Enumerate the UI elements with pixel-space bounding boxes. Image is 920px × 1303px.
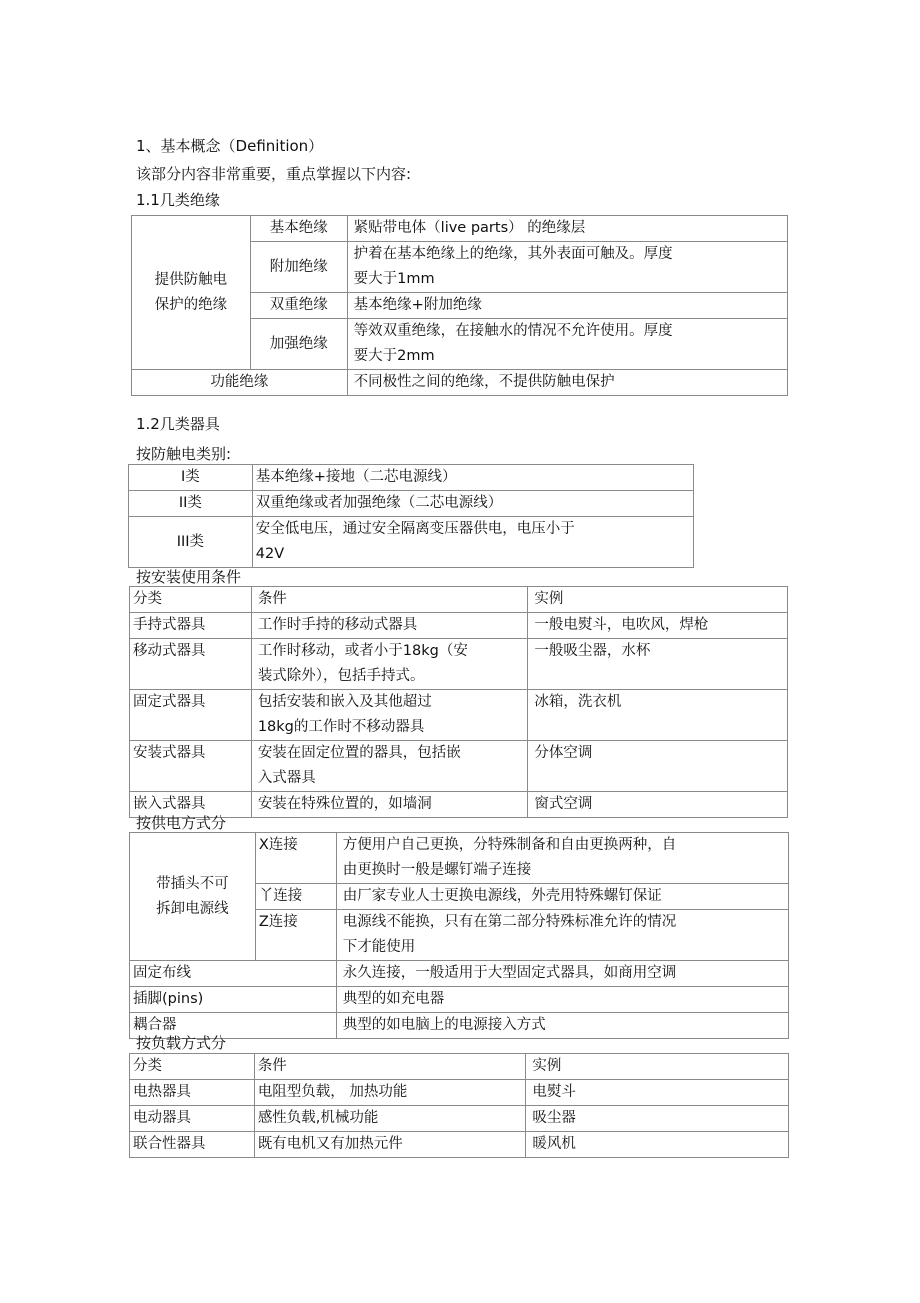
table-row	[130, 987, 789, 1013]
class-cell: II类	[129, 491, 253, 517]
category-cell: 安装式器具	[130, 741, 252, 792]
category-cell: 固定式器具	[130, 690, 252, 741]
table-row	[132, 370, 788, 396]
example-cell: 电熨斗	[526, 1080, 789, 1106]
column-header: 条件	[254, 1054, 526, 1080]
desc-line: 下才能使用	[342, 939, 416, 955]
table-row	[129, 491, 694, 517]
desc-line: 方便用户自己更换，分特殊制备和自由更换两种，自	[342, 837, 677, 853]
caption-by-install: 按安装使用条件	[136, 568, 242, 586]
table-header-row	[130, 587, 788, 613]
table-row	[130, 961, 789, 987]
supply-method-table	[129, 832, 789, 1039]
insulation-table	[131, 215, 788, 396]
column-header: 条件	[251, 587, 528, 613]
load-type-table	[129, 1053, 789, 1158]
condition-cell	[251, 690, 528, 741]
category-cell: 手持式器具	[130, 613, 252, 639]
class-desc-cell: 双重绝缘或者加强绝缘（二芯电源线）	[252, 491, 693, 517]
table-row	[130, 613, 788, 639]
desc-line: 包括安装和嵌入及其他超过	[257, 694, 432, 710]
example-cell: 分体空调	[528, 741, 788, 792]
desc-line: 安全低电压，通过安全隔离变压器供电，电压小于	[255, 521, 575, 537]
class-desc-cell	[252, 517, 693, 568]
condition-cell: 感性负载,机械功能	[254, 1106, 526, 1132]
desc-line: 要大于2mm	[353, 348, 435, 364]
connection-cell: X连接	[255, 833, 336, 884]
desc-line: 18kg的工作时不移动器具	[257, 719, 425, 735]
connection-cell: 丫连接	[255, 884, 336, 910]
caption-by-supply: 按供电方式分	[136, 814, 227, 832]
table-row	[130, 1080, 789, 1106]
condition-cell: 工作时手持的移动式器具	[251, 613, 528, 639]
desc-line: 装式除外），包括手持式。	[257, 668, 425, 684]
connection-desc-cell: 由厂家专业人士更换电源线，外壳用特殊螺钉保证	[336, 884, 788, 910]
desc-line: 等效双重绝缘，在接触水的情况不允许使用。厚度	[353, 323, 673, 339]
connection-desc-cell	[336, 833, 788, 884]
subsection-heading-insulation: 1.1几类绝缘	[136, 191, 220, 209]
supply-type-cell: 插脚(pins)	[130, 987, 337, 1013]
install-condition-table	[129, 586, 788, 818]
column-header: 分类	[130, 587, 252, 613]
insulation-desc-cell	[347, 319, 787, 370]
example-cell: 暖风机	[526, 1132, 789, 1158]
insulation-desc-cell: 紧贴带电体（live parts） 的绝缘层	[347, 216, 787, 242]
example-cell: 窗式空调	[528, 792, 788, 818]
condition-cell: 既有电机又有加热元件	[254, 1132, 526, 1158]
connection-desc-cell	[336, 910, 788, 961]
table-row	[132, 216, 788, 242]
supply-group-label: 带插头不可	[156, 875, 229, 892]
column-header: 分类	[130, 1054, 255, 1080]
supply-desc-cell: 永久连接，一般适用于大型固定式器具，如商用空调	[336, 961, 788, 987]
insulation-group-cell	[132, 216, 251, 370]
caption-by-shock: 按防触电类别:	[136, 445, 232, 463]
insulation-group-label: 保护的绝缘	[154, 296, 228, 313]
insulation-desc-cell: 不同极性之间的绝缘，不提供防触电保护	[347, 370, 787, 396]
desc-line: 护着在基本绝缘上的绝缘，其外表面可触及。厚度	[353, 246, 673, 262]
column-header: 实例	[526, 1054, 789, 1080]
column-header: 实例	[528, 587, 788, 613]
class-cell: I类	[129, 465, 253, 491]
desc-line: 安装在固定位置的器具，包括嵌	[257, 745, 461, 761]
desc-line: 工作时移动，或者小于18kg（安	[257, 643, 468, 659]
condition-cell	[251, 741, 528, 792]
desc-line: 要大于1mm	[353, 271, 435, 287]
insulation-name-cell: 双重绝缘	[250, 293, 347, 319]
desc-line: 电源线不能换，只有在第二部分特殊标准允许的情况	[342, 914, 677, 930]
condition-cell	[251, 639, 528, 690]
condition-cell: 安装在特殊位置的，如墙洞	[251, 792, 528, 818]
supply-group-label: 拆卸电源线	[156, 900, 229, 917]
category-cell: 电动器具	[130, 1106, 255, 1132]
desc-line: 由更换时一般是螺钉端子连接	[342, 862, 532, 878]
condition-cell: 电阻型负载， 加热功能	[254, 1080, 526, 1106]
insulation-name-cell: 加强绝缘	[250, 319, 347, 370]
insulation-group-label: 提供防触电	[154, 271, 228, 288]
table-row	[130, 741, 788, 792]
class-cell: III类	[129, 517, 253, 568]
shock-class-table	[128, 464, 694, 568]
example-cell: 一般电熨斗，电吹风，焊枪	[528, 613, 788, 639]
insulation-name-cell: 基本绝缘	[250, 216, 347, 242]
table-row	[129, 517, 694, 568]
example-cell: 一般吸尘器，水杯	[528, 639, 788, 690]
example-cell: 吸尘器	[526, 1106, 789, 1132]
insulation-name-cell: 功能绝缘	[132, 370, 348, 396]
table-row	[130, 639, 788, 690]
table-row	[130, 833, 789, 884]
table-row	[130, 1013, 789, 1039]
category-cell: 电热器具	[130, 1080, 255, 1106]
category-cell: 联合性器具	[130, 1132, 255, 1158]
table-row	[129, 465, 694, 491]
class-desc-cell: 基本绝缘+接地（二芯电源线）	[252, 465, 693, 491]
supply-type-cell: 固定布线	[130, 961, 337, 987]
table-row	[130, 792, 788, 818]
table-row	[130, 1106, 789, 1132]
caption-by-load: 按负载方式分	[136, 1034, 227, 1052]
section-heading: 1、基本概念（Definition）	[136, 137, 324, 155]
table-header-row	[130, 1054, 789, 1080]
table-row	[130, 1132, 789, 1158]
table-row	[130, 690, 788, 741]
supply-desc-cell: 典型的如电脑上的电源接入方式	[336, 1013, 788, 1039]
connection-cell: Z连接	[255, 910, 336, 961]
intro-text: 该部分内容非常重要，重点掌握以下内容:	[136, 165, 412, 183]
desc-line: 42V	[255, 546, 285, 562]
category-cell: 嵌入式器具	[130, 792, 252, 818]
supply-group-cell	[130, 833, 256, 961]
desc-line: 入式器具	[257, 770, 316, 786]
supply-type-cell: 耦合器	[130, 1013, 337, 1039]
insulation-name-cell: 附加绝缘	[250, 242, 347, 293]
insulation-desc-cell	[347, 242, 787, 293]
supply-desc-cell: 典型的如充电器	[336, 987, 788, 1013]
subsection-heading-appliances: 1.2几类器具	[136, 415, 220, 433]
insulation-desc-cell: 基本绝缘+附加绝缘	[347, 293, 787, 319]
example-cell: 冰箱，洗衣机	[528, 690, 788, 741]
category-cell: 移动式器具	[130, 639, 252, 690]
